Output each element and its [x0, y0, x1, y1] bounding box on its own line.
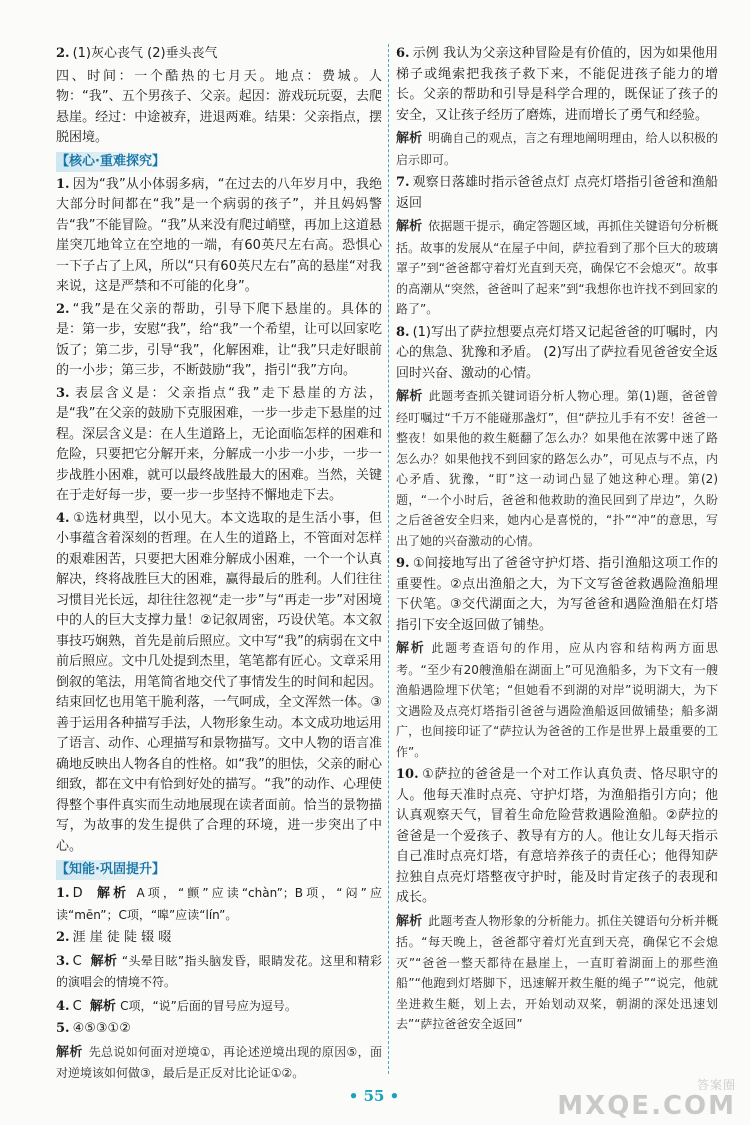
right-column [396, 44, 718, 1038]
answer-text: 表层含义是：父亲指点“我”走下悬崖的方法，是“我”在父亲的鼓励下克服困难，一步一步走下悬崖的过程。深层含义是：在人生道路上，无论面临怎样的困难和危险，只要把它分解开来，分解成一小步一小步，一步一步战胜小困难，就可以最终战胜最大的困难。当然，关键在于走好每一步，要一步一步坚持不懈地走下去。 [56, 385, 382, 503]
answer-text: ①萨拉的爸爸是一个对工作认真负责、恪尽职守的人。他每天准时点亮、守护灯塔，为渔船指引方向；他认真观察天气，冒着生命危险营救遇险渔船。②萨拉的爸爸是一个爱孩子、教导有方的人。他让女儿每天指示自己准时点亮灯塔，有意培养孩子的责任心；他得知萨拉独自点亮灯塔整夜守护时，能及时肯定孩子的表现和成长。 [396, 767, 718, 905]
analysis-label: 解析 [89, 998, 116, 1014]
answer-number: 1. [56, 886, 70, 901]
answer-number: 2. [56, 930, 70, 945]
section-heading-skills: 【知能·巩固提升】 [56, 860, 166, 880]
answer-skill-5 [56, 1019, 382, 1040]
answer-core-2 [56, 300, 382, 382]
analysis-label: 解析 [396, 219, 423, 234]
answer-core-3 [56, 384, 382, 507]
analysis-text: 依据题干提示，确定答题区域，再抓住关键语句分析概括。故事的发展从“在屋子中间，萨拉看到了那个巨大的玻璃罩子”到“爸爸都守着灯光直到天亮，确保它不会熄灭”。故事的高潮从“突然，爸爸叫了起来”到“我想你也许找不到回家的路了”。 [396, 219, 718, 316]
answer-8 [396, 323, 718, 385]
answer-number: 10. [396, 767, 419, 782]
analysis-label: 解析 [396, 389, 423, 404]
answer-text: 示例 我认为父亲这种冒险是有价值的，因为如果他用梯子或绳索把我孩子救下来，不能促进孩子能力的增长。父亲的帮助和引导是科学合理的，既保证了孩子的安全，又让孩子经历了磨炼，进而增长了勇气和经验。 [396, 46, 718, 123]
analysis-label: 解析 [90, 953, 118, 969]
answer-section-4 [56, 67, 382, 149]
answer-skill-2 [56, 928, 382, 949]
analysis-text: 此题考查人物形象的分析能力。抓住关键语句分析并概括。“每天晚上，爸爸都守着灯光直到天亮，确保它不会熄灭”“爸爸一整天都待在悬崖上，一直盯着湖面上的那些渔船”“他跑到灯塔脚下，迅速解开救生艇的绳子”“说完，他就坐进救生艇，划上去，开始划动双桨，朝湖的深处迅速划去”“萨拉爸爸安全返回” [396, 913, 718, 1031]
answer-number: 1. [56, 176, 70, 192]
analysis-skill-5 [56, 1042, 382, 1084]
watermark-text-url: MXQE.COM [557, 1091, 736, 1121]
analysis-label: 解析 [56, 1044, 83, 1060]
analysis-text: 先总说如何面对逆境①，再论述逆境出现的原因⑤，面对逆境该如何做③，最后是正反对比论证①②。 [56, 1044, 382, 1080]
analysis-label: 解析 [396, 131, 423, 146]
page-number: • 55 • [348, 1087, 400, 1105]
answer-number: 4. [56, 998, 70, 1014]
answer-text: (1)灰心丧气 (2)垂头丧气 [72, 46, 218, 61]
answer-number: 2. [56, 301, 70, 317]
answer-2 [56, 44, 382, 65]
column-divider [388, 44, 389, 1074]
answer-number: 3. [56, 385, 70, 401]
watermark-text-cn: 答案圈 [696, 1078, 736, 1092]
answer-text: ④⑤③①② [72, 1021, 131, 1036]
answer-text: 观察日落雄时指示爸爸点灯 点亮灯塔指引爸爸和渔船返回 [396, 175, 718, 211]
answer-7 [396, 173, 718, 214]
answer-number: 6. [396, 46, 410, 61]
answer-number: 2. [56, 46, 70, 61]
analysis-label: 解析 [97, 886, 130, 901]
answer-skill-4 [56, 996, 382, 1018]
answer-skill-1 [56, 883, 382, 926]
analysis-text: “头晕目眩”指头脑发昏，眼睛发花。这里和精彩的演唱会的情境不符。 [56, 953, 382, 989]
answer-number: 9. [396, 556, 410, 571]
analysis-text: 此题考查语句的作用，应从内容和结构两方面思考。“至少有20艘渔船在湖面上”可见渔船多，为下文有一艘渔船遇险埋下伏笔；“但她看不到湖的对岸”说明湖大，为下文遇险及点亮灯塔指引爸爸与遇险渔船返回做铺垫；船多湖广，也间接印证了“萨拉认为爸爸的工作是世界上最重要的工作”。 [396, 641, 718, 759]
analysis-text: C项，“说”后面的冒号应为逗号。 [120, 998, 297, 1013]
analysis-6 [396, 128, 718, 170]
answer-10 [396, 765, 718, 909]
answer-choice: D [72, 886, 83, 901]
answer-text: (1)写出了萨拉想要点亮灯塔又记起爸爸的叮嘱时，内心的焦急、犹豫和矛盾。 (2)写出了萨拉看见爸爸安全返回时兴奋、激动的心情。 [396, 324, 718, 381]
analysis-label: 解析 [396, 913, 423, 929]
answer-number: 4. [56, 510, 70, 526]
left-column [56, 44, 382, 1087]
page-number-value: 55 [363, 1087, 385, 1105]
analysis-10 [396, 911, 718, 1035]
answer-number: 7. [396, 175, 410, 190]
answer-text: 四、时间：一个酷热的七月天。地点：费城。人物：“我”、五个男孩子、父亲。起因：游戏玩玩耍，去爬悬崖。经过：中途被弃，进退两难。结果：父亲指点，摆脱困境。 [56, 68, 382, 145]
answer-text: 涯 崖 徒 陡 辍 啜 [72, 930, 172, 945]
answer-number: 8. [396, 324, 410, 340]
answer-choice: C [72, 998, 82, 1014]
answer-text: “我”是在父亲的帮助，引导下爬下悬崖的。具体的是：第一步，安慰“我”，给“我”一个希望，让可以回家吃饭了；第二步，引导“我”，化解困难，让“我”只走好眼前的一小步；第三步，不断鼓励“我”，指引“我”方向。 [56, 301, 382, 378]
answer-number: 3. [56, 953, 70, 969]
answer-6 [396, 44, 718, 126]
analysis-9 [396, 638, 718, 762]
answer-core-1 [56, 175, 382, 298]
answer-text: 因为“我”从小体弱多病，“在过去的八年岁月中，我绝大部分时间都在“我”是一个病弱的孩子”，并且妈妈警告“我”不能冒险。“我”从来没有爬过峭壁，再加上这道悬崖突兀地耸立在空地的一端，有60英尺左右高。恐惧心一下子占了上风，所以“只有60英尺左右”高的悬崖“对我来说，这是严禁和不可能的化身”。 [56, 176, 382, 294]
answer-text: ①间接地写出了爸爸守护灯塔、指引渔船这项工作的重要性。②点出渔船之大，为下文写爸爸救遇险渔船埋下伏笔。③交代湖面之大，为写爸爸和遇险渔船在灯塔指引下安全返回做了铺垫。 [396, 556, 718, 633]
analysis-text: 此题考查抓关键词语分析人物心理。第(1)题，爸爸曾经叮嘱过“千万不能碰那盏灯”，但“萨拉儿手有不安！爸爸一整夜！如果他的救生艇翻了怎么办？如果他在浓雾中迷了路怎么办？如果他找不到回家的路怎么办”，可见点与不点，内心矛盾、犹豫，“盯”这一动词凸显了她这种心理。第(2)题，“一个小时后，爸爸和他救助的渔民回到了岸边”，久盼之后爸爸安全归来，她内心是喜悦的，“扑”“冲”的意思，写出了她的兴奋激动的心情。 [396, 389, 718, 548]
analysis-text: 明确自己的观点，言之有理地阐明理由，给人以积极的启示即可。 [396, 131, 718, 167]
analysis-7 [396, 216, 718, 320]
watermark-logo [557, 1076, 736, 1119]
answer-choice: C [72, 953, 82, 969]
answer-number: 5. [56, 1021, 70, 1036]
answer-text: ①选材典型，以小见大。本文选取的是生活小事，但小事蕴含着深刻的哲理。在人生的道路上，不管面对怎样的艰难困苦，只要把大困难分解成小困难，一个一个认真解决，终将战胜巨大的困难，赢得最后的胜利。人们往往习惯目光长远，却往往忽视“走一步”与“再走一步”对困境中的人的巨大支撑力量！②记叙周密，巧设伏笔。本文叙事技巧娴熟，首先是前后照应。文中写“我”的病弱在文中前后照应。文中几处提到杰里，笔笔都有匠心。文章采用倒叙的笔法，用笔简省地交代了事情发生的时间和起因。结束回忆也用笔干脆利落，一气呵成，全文浑然一体。③善于运用各种描写手法，人物形象生动。本文成功地运用了语言、动作、心理描写和景物描写。文中人物的语言准确地反映出人物各自的性格。如“我”的胆怯，父亲的耐心细致，都在文中有恰到好处的描写。“我”的动作、心理使得整个事件真实而生动地展现在读者面前。恰当的景物描写，为故事的发生提供了合理的环境，进一步突出了中心。 [56, 510, 382, 854]
analysis-label: 解析 [396, 641, 426, 656]
section-heading-core: 【核心·重难探究】 [56, 152, 166, 172]
answer-9 [396, 554, 718, 636]
analysis-text: A项，“颤”应读“chàn”；B项，“闷”应读“mēn”；C项，“嗥”应读“lín”。 [56, 886, 382, 922]
answer-core-4 [56, 509, 382, 858]
answer-skill-3 [56, 951, 382, 994]
analysis-8 [396, 386, 718, 551]
